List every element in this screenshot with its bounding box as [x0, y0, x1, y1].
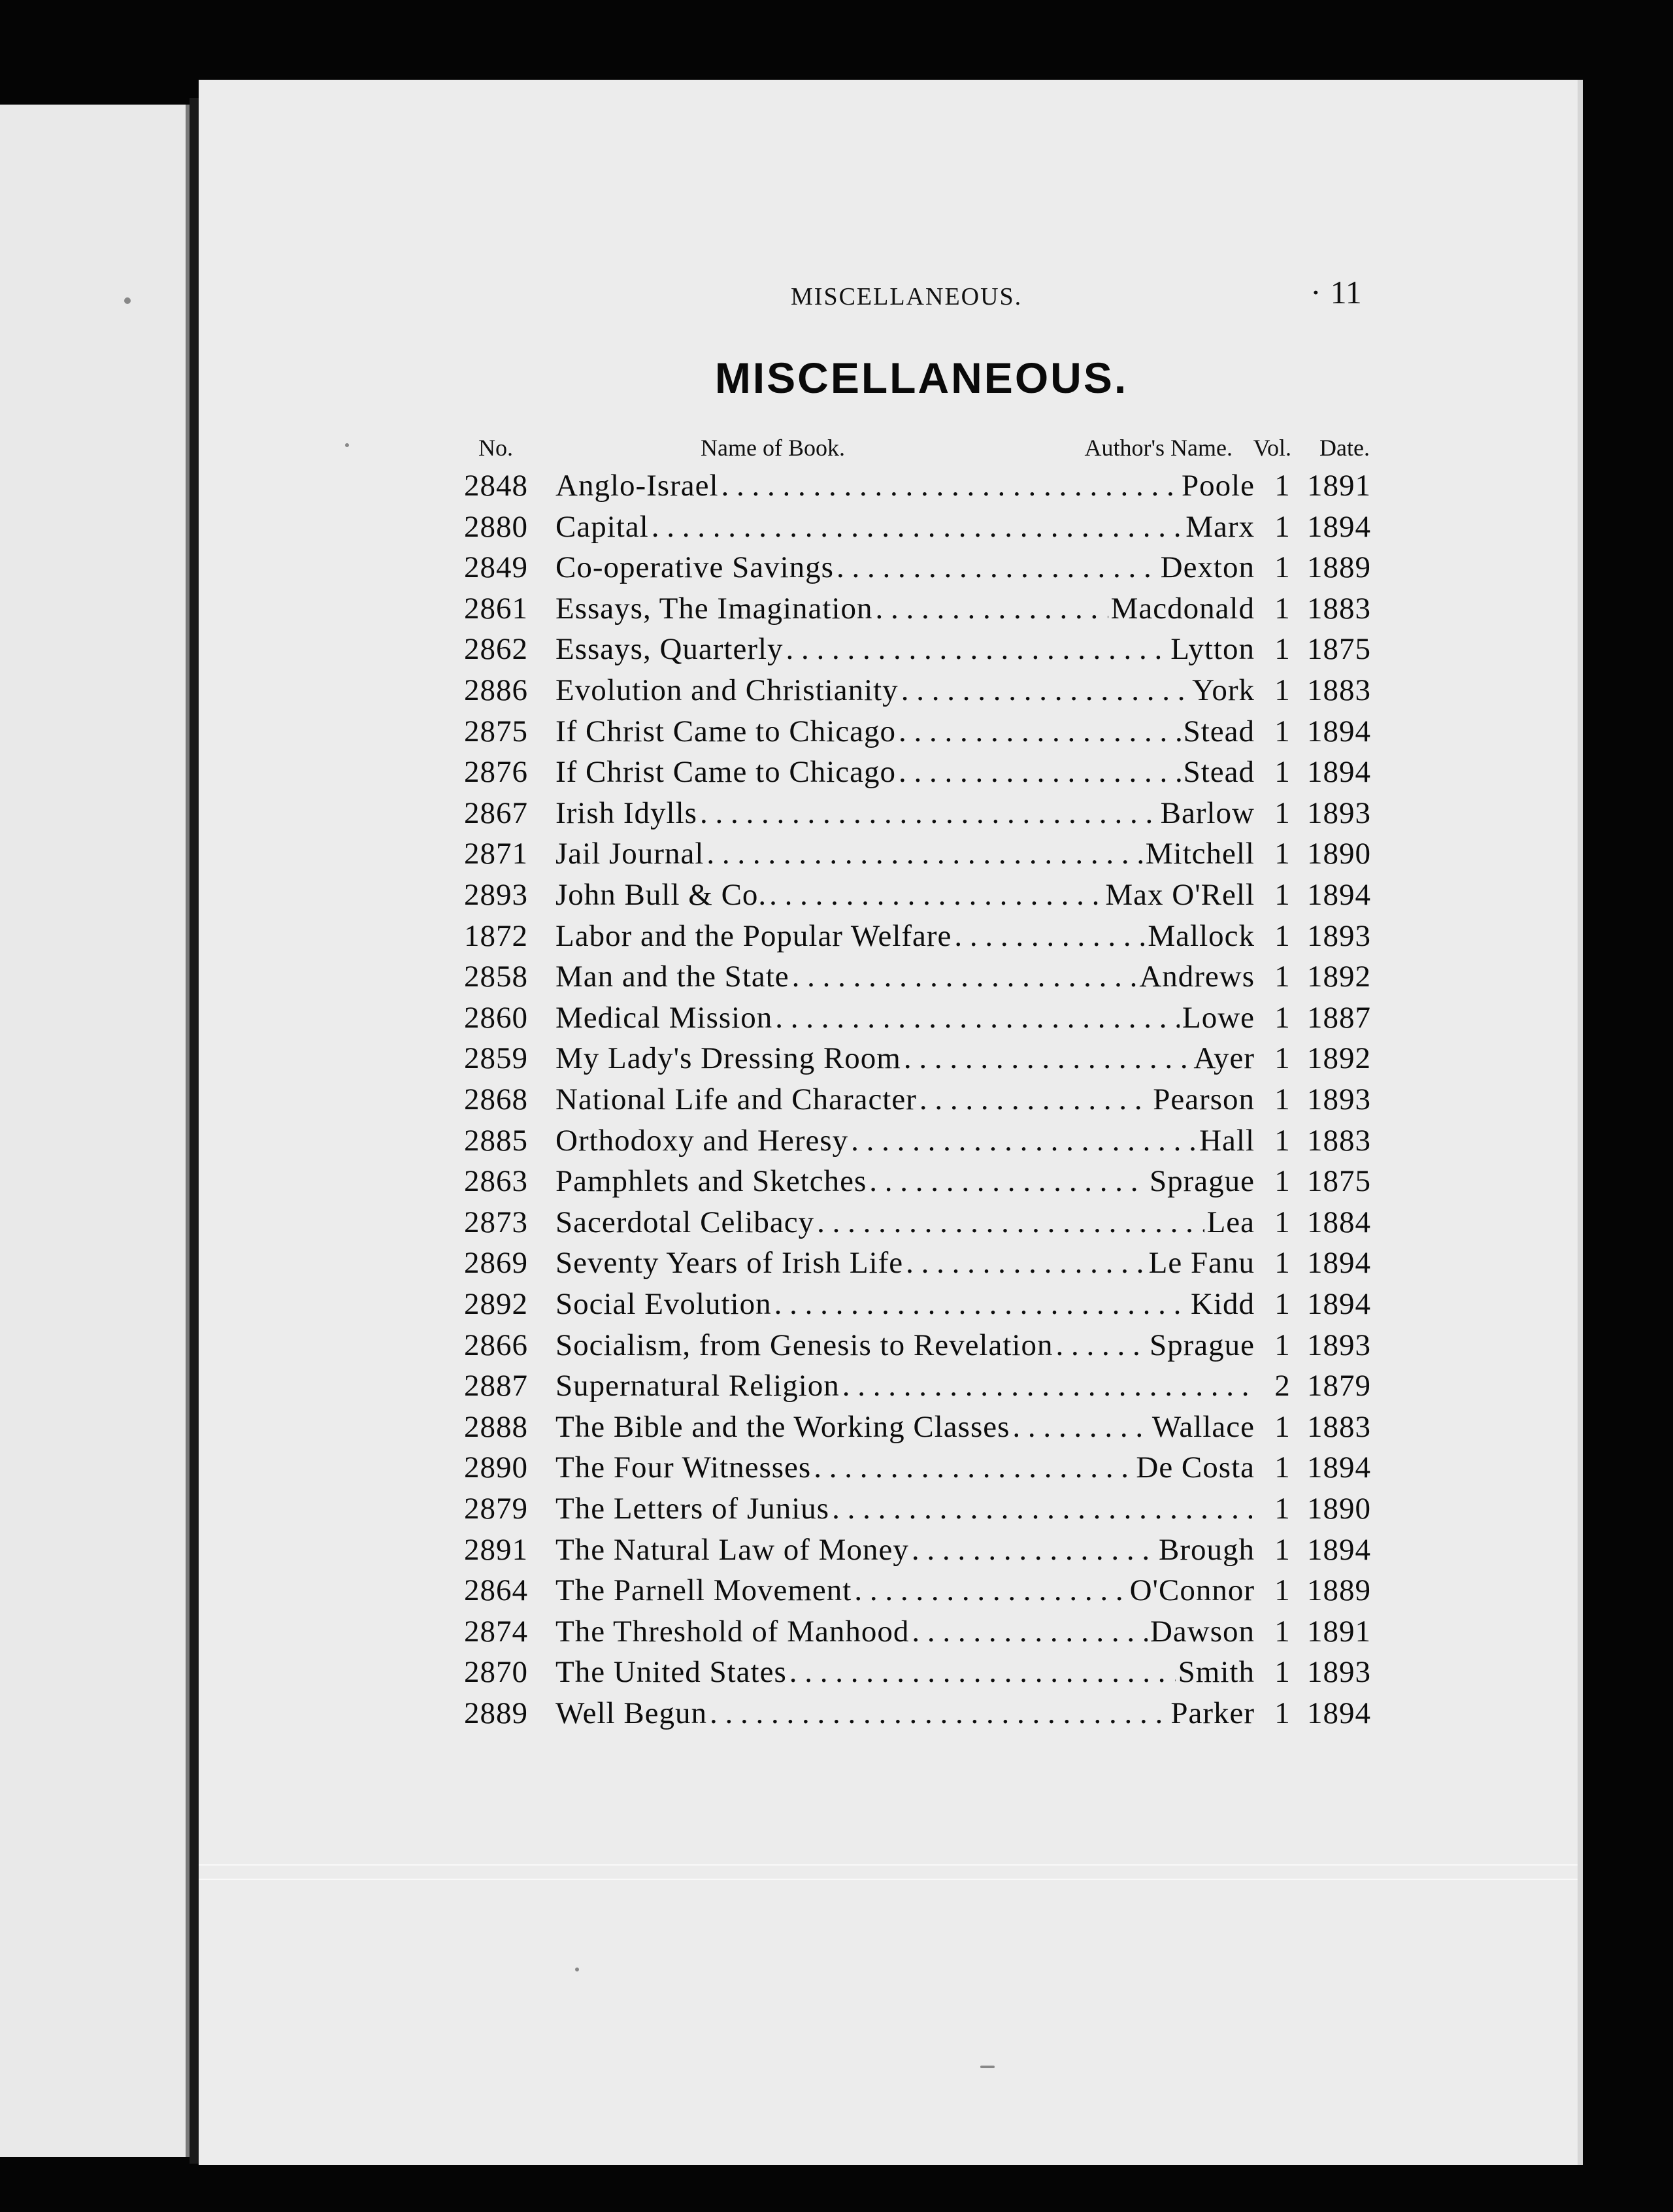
catalogue-number: 2866 [464, 1328, 528, 1362]
author-name: Mallock [1148, 918, 1255, 953]
catalogue-number: 2871 [464, 837, 528, 871]
title-line [555, 1409, 1255, 1445]
dot-leader [814, 1450, 1133, 1485]
book-title: Essays, The Imagination [555, 591, 873, 626]
dot-leader [901, 673, 1189, 708]
volume-count: 1 [1274, 1328, 1290, 1362]
title-line [555, 1000, 1255, 1035]
title-line [555, 754, 1255, 790]
author-name: Stead [1183, 714, 1255, 748]
author-name: Marx [1185, 509, 1255, 544]
title-line [555, 796, 1255, 831]
volume-count: 1 [1274, 1573, 1290, 1608]
scan-artifact-line [199, 1879, 1578, 1880]
title-line [555, 877, 1255, 913]
title-line [555, 673, 1255, 708]
dot-leader [652, 509, 1183, 545]
dot-leader [836, 550, 1158, 585]
table-row [0, 754, 1673, 795]
title-line [555, 714, 1255, 749]
publication-date: 1887 [1307, 1000, 1371, 1035]
catalogue-number: 2849 [464, 550, 528, 585]
volume-count: 1 [1274, 1532, 1290, 1567]
publication-date: 1875 [1307, 632, 1371, 667]
author-name: Wallace [1151, 1409, 1255, 1444]
book-title: The Four Witnesses [555, 1450, 812, 1485]
title-line [555, 468, 1255, 503]
catalogue-number: 2876 [464, 755, 528, 790]
volume-count: 1 [1274, 1287, 1290, 1321]
table-row [0, 631, 1673, 672]
title-line [555, 591, 1255, 626]
author-name: Parker [1170, 1696, 1255, 1730]
catalogue-number: 2885 [464, 1123, 528, 1158]
author-name: Andrews [1139, 960, 1255, 994]
dot-leader [792, 959, 1137, 994]
table-row [0, 877, 1673, 918]
publication-date: 1894 [1307, 1246, 1371, 1281]
book-title: Man and the State [555, 960, 789, 994]
dot-leader [851, 1123, 1197, 1158]
publication-date: 1894 [1307, 1696, 1371, 1730]
volume-count: 1 [1274, 632, 1290, 667]
title-line [555, 509, 1255, 545]
table-row [0, 591, 1673, 631]
volume-count: 1 [1274, 1492, 1290, 1526]
author-name: Smith [1178, 1655, 1255, 1690]
table-row [0, 1041, 1673, 1081]
table-row [0, 1368, 1673, 1409]
dot-leader [912, 1614, 1148, 1649]
author-name: Pearson [1153, 1082, 1255, 1116]
publication-date: 1889 [1307, 1573, 1371, 1608]
publication-date: 1890 [1307, 837, 1371, 871]
title-line [555, 1450, 1255, 1485]
book-title: Sacerdotal Celibacy [555, 1205, 815, 1239]
running-head: MISCELLANEOUS. [791, 283, 1023, 310]
scan-artifact-line [199, 1864, 1578, 1866]
table-row [0, 1123, 1673, 1164]
book-title: The Threshold of Manhood [555, 1614, 910, 1649]
dot-leader [912, 1532, 1156, 1567]
column-header-name: Name of Book. [701, 435, 845, 461]
volume-count: 1 [1274, 1041, 1290, 1076]
table-row [0, 1328, 1673, 1368]
table-row [0, 1409, 1673, 1450]
author-name: Mitchell [1145, 837, 1255, 871]
catalogue-number: 2880 [464, 509, 528, 544]
author-name: Brough [1159, 1532, 1255, 1567]
catalogue-number: 2848 [464, 469, 528, 503]
catalogue-number: 2886 [464, 673, 528, 707]
publication-date: 1891 [1307, 1614, 1371, 1649]
title-line [555, 1286, 1255, 1322]
volume-count: 1 [1274, 1205, 1290, 1239]
dot-leader [774, 1286, 1188, 1322]
table-row [0, 1654, 1673, 1695]
author-name: Le Fanu [1148, 1246, 1255, 1281]
publication-date: 1893 [1307, 796, 1371, 830]
table-row [0, 959, 1673, 999]
dot-leader [899, 714, 1181, 749]
book-title: Supernatural Religion [555, 1369, 840, 1403]
publication-date: 1893 [1307, 1655, 1371, 1690]
title-line [555, 1205, 1255, 1240]
volume-count: 1 [1274, 878, 1290, 912]
dot-leader [1055, 1328, 1147, 1363]
title-line [555, 1614, 1255, 1649]
publication-date: 1894 [1307, 509, 1371, 544]
publication-date: 1883 [1307, 1409, 1371, 1444]
author-name: Dawson [1150, 1614, 1255, 1649]
catalogue-number: 2859 [464, 1041, 528, 1076]
catalogue-number: 2863 [464, 1164, 528, 1199]
page-number: · 11 [1310, 273, 1362, 311]
catalogue-number: 2874 [464, 1614, 528, 1649]
table-row [0, 836, 1673, 877]
book-title: Labor and the Popular Welfare [555, 918, 952, 953]
dot-leader [869, 1164, 1147, 1199]
author-name: Stead [1183, 755, 1255, 790]
table-row [0, 1450, 1673, 1490]
book-title: National Life and Character [555, 1082, 917, 1116]
table-row [0, 1164, 1673, 1204]
catalogue-number: 2860 [464, 1000, 528, 1035]
dot-leader [842, 1368, 1252, 1403]
dot-leader [769, 877, 1102, 913]
volume-count: 1 [1274, 469, 1290, 503]
dot-leader [919, 1082, 1150, 1117]
catalogue-number: 2858 [464, 960, 528, 994]
table-row [0, 1245, 1673, 1286]
catalogue-number: 2869 [464, 1246, 528, 1281]
dot-leader [854, 1573, 1127, 1608]
title-line [555, 631, 1255, 667]
volume-count: 1 [1274, 1123, 1290, 1158]
volume-count: 1 [1274, 550, 1290, 585]
table-row [0, 1696, 1673, 1736]
volume-count: 1 [1274, 1246, 1290, 1281]
author-name: Hall [1199, 1123, 1255, 1158]
catalogue-number: 2864 [464, 1573, 528, 1608]
dot-leader [876, 591, 1108, 626]
author-name: De Costa [1136, 1450, 1255, 1485]
volume-count: 1 [1274, 1614, 1290, 1649]
volume-count: 1 [1274, 1082, 1290, 1116]
publication-date: 1894 [1307, 878, 1371, 912]
publication-date: 1884 [1307, 1205, 1371, 1239]
table-row [0, 1532, 1673, 1573]
book-title: Irish Idylls [555, 796, 697, 830]
catalogue-number: 2891 [464, 1532, 528, 1567]
title-line [555, 1123, 1255, 1158]
publication-date: 1894 [1307, 1532, 1371, 1567]
volume-count: 1 [1274, 591, 1290, 626]
dot-leader [775, 1000, 1180, 1035]
title-line [555, 959, 1255, 994]
title-line [555, 1245, 1255, 1281]
title-line [555, 1491, 1255, 1526]
dot-leader [789, 1654, 1176, 1690]
catalogue-number: 2890 [464, 1450, 528, 1485]
title-line [555, 1696, 1255, 1731]
title-line [555, 1654, 1255, 1690]
table-row [0, 550, 1673, 590]
publication-date: 1875 [1307, 1164, 1371, 1199]
book-title: Social Evolution [555, 1287, 772, 1321]
dot-leader [786, 631, 1168, 667]
dot-leader [706, 836, 1142, 871]
dot-leader [954, 918, 1145, 954]
paper-speck [980, 2066, 995, 2068]
volume-count: 1 [1274, 837, 1290, 871]
book-title: The Bible and the Working Classes [555, 1409, 1010, 1444]
author-name: Ayer [1193, 1041, 1255, 1076]
table-row [0, 1082, 1673, 1122]
volume-count: 1 [1274, 1409, 1290, 1444]
column-header-vol: Vol. [1253, 435, 1291, 461]
publication-date: 1890 [1307, 1492, 1371, 1526]
table-row [0, 1491, 1673, 1532]
volume-count: 1 [1274, 1696, 1290, 1730]
author-name: Poole [1181, 469, 1255, 503]
catalogue-number: 2887 [464, 1369, 528, 1403]
catalogue-number: 2861 [464, 591, 528, 626]
book-title: Well Begun [555, 1696, 708, 1730]
title-line [555, 836, 1255, 871]
book-title: Seventy Years of Irish Life [555, 1246, 904, 1281]
catalogue-number: 2868 [464, 1082, 528, 1116]
publication-date: 1893 [1307, 1328, 1371, 1362]
book-title: The Natural Law of Money [555, 1532, 909, 1567]
catalogue-number: 2892 [464, 1287, 528, 1321]
table-row [0, 1614, 1673, 1654]
volume-count: 1 [1274, 755, 1290, 790]
catalogue-number: 2888 [464, 1409, 528, 1444]
column-header-no: No. [478, 435, 513, 461]
book-title: The United States [555, 1655, 787, 1690]
dot-leader [1012, 1409, 1149, 1445]
table-row [0, 509, 1673, 550]
dot-leader [700, 796, 1158, 831]
table-row [0, 468, 1673, 509]
publication-date: 1883 [1307, 1123, 1371, 1158]
author-name: Sprague [1149, 1328, 1255, 1362]
catalogue-number: 2867 [464, 796, 528, 830]
dot-leader [710, 1696, 1168, 1731]
author-name: Macdonald [1110, 591, 1255, 626]
title-line [555, 550, 1255, 585]
title-line [555, 1041, 1255, 1076]
paper-speck [575, 1968, 579, 1971]
volume-count: 1 [1274, 509, 1290, 544]
volume-count: 1 [1274, 796, 1290, 830]
table-row [0, 1286, 1673, 1327]
author-name: Lowe [1182, 1000, 1255, 1035]
volume-count: 2 [1274, 1369, 1290, 1403]
paper-speck [124, 297, 131, 304]
publication-date: 1883 [1307, 591, 1371, 626]
table-row [0, 1205, 1673, 1245]
publication-date: 1892 [1307, 1041, 1371, 1076]
table-row [0, 918, 1673, 959]
author-name: York [1192, 673, 1255, 707]
author-name: Lytton [1170, 632, 1255, 667]
book-title: Anglo-Israel [555, 469, 719, 503]
title-line [555, 1368, 1255, 1403]
author-name: Lea [1206, 1205, 1255, 1239]
book-title: The Letters of Junius [555, 1492, 830, 1526]
publication-date: 1879 [1307, 1369, 1371, 1403]
dot-leader [817, 1205, 1204, 1240]
catalogue-number: 2862 [464, 632, 528, 667]
title-line [555, 1573, 1255, 1608]
catalogue-number: 1872 [464, 918, 528, 953]
title-line [555, 1328, 1255, 1363]
book-title: Jail Journal [555, 837, 704, 871]
author-name: O'Connor [1129, 1573, 1255, 1608]
publication-date: 1891 [1307, 469, 1371, 503]
catalogue-number: 2873 [464, 1205, 528, 1239]
book-title: If Christ Came to Chicago [555, 714, 897, 748]
publication-date: 1889 [1307, 550, 1371, 585]
author-name: Max O'Rell [1105, 878, 1255, 912]
publication-date: 1894 [1307, 714, 1371, 748]
volume-count: 1 [1274, 1000, 1290, 1035]
dot-leader [899, 754, 1181, 790]
volume-count: 1 [1274, 960, 1290, 994]
catalogue-number: 2893 [464, 878, 528, 912]
author-name: Kidd [1191, 1287, 1255, 1321]
catalogue-number: 2875 [464, 714, 528, 748]
title-line [555, 918, 1255, 954]
title-line [555, 1532, 1255, 1567]
dot-leader [906, 1245, 1146, 1281]
book-title: John Bull & Co. [555, 878, 767, 912]
book-title: The Parnell Movement [555, 1573, 852, 1608]
volume-count: 1 [1274, 1450, 1290, 1485]
book-title: Medical Mission [555, 1000, 773, 1035]
paper-speck [345, 443, 349, 447]
dot-leader [904, 1041, 1191, 1076]
volume-count: 1 [1274, 1164, 1290, 1199]
publication-date: 1893 [1307, 1082, 1371, 1116]
book-title: Orthodoxy and Heresy [555, 1123, 849, 1158]
volume-count: 1 [1274, 918, 1290, 953]
catalogue-number: 2879 [464, 1492, 528, 1526]
dot-leader [832, 1491, 1252, 1526]
volume-count: 1 [1274, 673, 1290, 707]
title-line [555, 1164, 1255, 1199]
table-row [0, 796, 1673, 836]
book-title: If Christ Came to Chicago [555, 755, 897, 790]
catalogue-number: 2870 [464, 1655, 528, 1690]
author-name: Sprague [1149, 1164, 1255, 1199]
book-title: Socialism, from Genesis to Revelation [555, 1328, 1053, 1362]
column-header-date: Date. [1319, 435, 1370, 461]
catalogue-number: 2889 [464, 1696, 528, 1730]
publication-date: 1883 [1307, 673, 1371, 707]
publication-date: 1894 [1307, 1450, 1371, 1485]
publication-date: 1894 [1307, 1287, 1371, 1321]
book-title: Pamphlets and Sketches [555, 1164, 867, 1199]
book-title: Evolution and Christianity [555, 673, 899, 707]
book-title: My Lady's Dressing Room [555, 1041, 901, 1076]
author-name: Barlow [1160, 796, 1255, 830]
table-row [0, 1000, 1673, 1041]
volume-count: 1 [1274, 1655, 1290, 1690]
author-name: Dexton [1160, 550, 1255, 585]
book-title: Capital [555, 509, 649, 544]
table-row [0, 714, 1673, 754]
dot-leader [721, 468, 1179, 503]
table-row [0, 1573, 1673, 1613]
column-header-author: Author's Name. [1084, 435, 1233, 461]
publication-date: 1893 [1307, 918, 1371, 953]
section-title: MISCELLANEOUS. [714, 354, 1129, 402]
publication-date: 1892 [1307, 960, 1371, 994]
book-title: Essays, Quarterly [555, 632, 784, 667]
title-line [555, 1082, 1255, 1117]
table-row [0, 673, 1673, 713]
volume-count: 1 [1274, 714, 1290, 748]
publication-date: 1894 [1307, 755, 1371, 790]
book-title: Co-operative Savings [555, 550, 834, 585]
